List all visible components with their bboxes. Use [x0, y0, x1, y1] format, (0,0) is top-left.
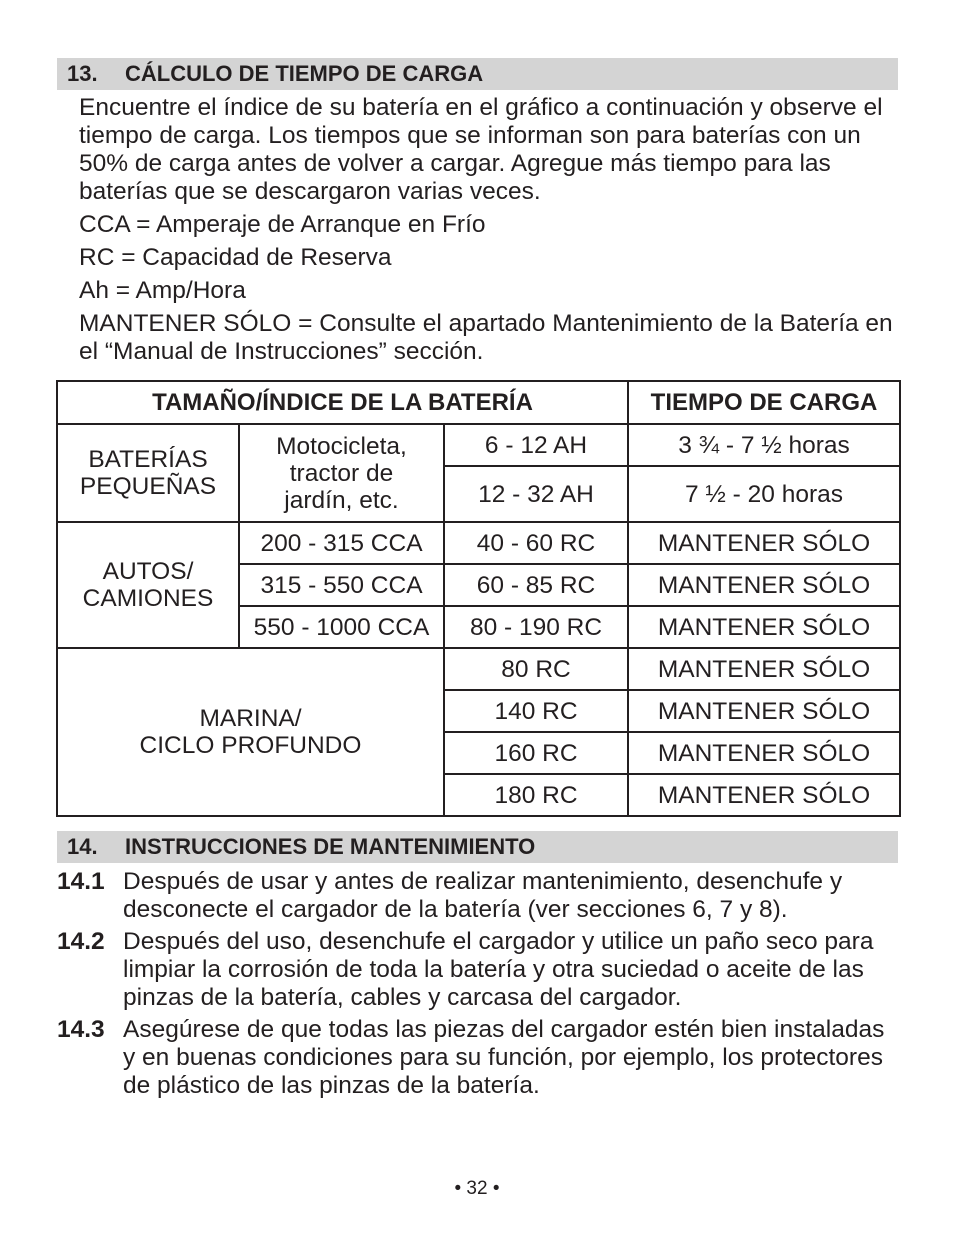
item-text: Después de usar y antes de realizar mantenimiento, desenchufe y desconecte el cargador de la batería (ver secciones 6, 7 y 8). [123, 868, 843, 923]
charging-time-table [56, 380, 901, 817]
rc-cell: 80 RC [444, 648, 628, 690]
item-number: 14.3 [57, 1016, 105, 1043]
header-battery-size: TAMAÑO/ÍNDICE DE LA BATERÍA [57, 381, 628, 424]
rc-cell: 160 RC [444, 732, 628, 774]
rc-cell: 60 - 85 RC [444, 564, 628, 606]
definition-ah: Ah = Amp/Hora [79, 277, 246, 304]
section-13-header [57, 58, 898, 90]
list-item [57, 928, 902, 1012]
small-type-line3: jardín, etc. [284, 486, 399, 514]
rating-cell: 6 - 12 AH [444, 424, 628, 466]
small-batteries-type [239, 424, 444, 522]
cca-cell: 550 - 1000 CCA [239, 606, 444, 648]
small-type-line1: Motocicleta, [276, 432, 407, 460]
section-14-header [57, 831, 898, 863]
charge-time-cell: MANTENER SÓLO [628, 648, 900, 690]
section-title: CÁLCULO DE TIEMPO DE CARGA [125, 61, 484, 86]
section-number: 13. [67, 61, 98, 86]
marine-label [57, 648, 444, 816]
small-label-line1: BATERÍAS [88, 446, 208, 473]
table-row [57, 424, 900, 466]
maintenance-list [57, 868, 902, 1104]
marine-label-line1: MARINA/ [199, 705, 302, 732]
item-text: Después del uso, desenchufe el cargador y utilice un paño seco para limpiar la corrosión de toda la batería y otra suciedad o aceite de las pinzas de la batería, cables y carcasa del cargador. [123, 928, 874, 1011]
definition-rc: RC = Capacidad de Reserva [79, 244, 392, 271]
charge-time-cell: MANTENER SÓLO [628, 774, 900, 816]
list-item [57, 1016, 902, 1100]
marine-label-line2: CICLO PROFUNDO [139, 732, 362, 759]
item-text: Asegúrese de que todas las piezas del cargador estén bien instaladas y en buenas condiciones para su función, por ejemplo, los protectores de plástico de las pinzas de la batería. [123, 1016, 885, 1099]
rc-cell: 180 RC [444, 774, 628, 816]
definition-cca: CCA = Amperaje de Arranque en Frío [79, 211, 486, 238]
rc-cell: 80 - 190 RC [444, 606, 628, 648]
charge-time-cell: MANTENER SÓLO [628, 564, 900, 606]
rc-cell: 140 RC [444, 690, 628, 732]
item-number: 14.2 [57, 928, 105, 955]
rating-cell: 12 - 32 AH [444, 466, 628, 522]
item-number: 14.1 [57, 868, 105, 895]
charge-time-cell: MANTENER SÓLO [628, 732, 900, 774]
autos-label [57, 522, 239, 648]
section-13-body [79, 94, 899, 371]
definition-mantener: MANTENER SÓLO = Consulte el apartado Mantenimiento de la Batería en el “Manual de Instrucciones” sección. [79, 310, 893, 365]
autos-label-line1: AUTOS/ [102, 558, 194, 585]
section-title: INSTRUCCIONES DE MANTENIMIENTO [125, 834, 536, 859]
table-row [57, 648, 900, 690]
intro-paragraph: Encuentre el índice de su batería en el gráfico a continuación y observe el tiempo de carga. Los tiempos que se informan son para baterías con un 50% de carga antes de volver a cargar. Agregue más tiempo para las baterías que se descargaron varias veces. [79, 94, 883, 205]
charge-time-cell: MANTENER SÓLO [628, 690, 900, 732]
table-row [57, 522, 900, 564]
rc-cell: 40 - 60 RC [444, 522, 628, 564]
charge-time-cell: 3 ¾ - 7 ½ horas [628, 424, 900, 466]
cca-cell: 200 - 315 CCA [239, 522, 444, 564]
small-label-line2: PEQUEÑAS [79, 473, 217, 500]
table-header-row [57, 381, 900, 424]
autos-label-line2: CAMIONES [82, 585, 214, 612]
charge-time-cell: MANTENER SÓLO [628, 522, 900, 564]
charge-time-cell: MANTENER SÓLO [628, 606, 900, 648]
list-item [57, 868, 902, 924]
header-charge-time: TIEMPO DE CARGA [628, 381, 900, 424]
section-number: 14. [67, 834, 98, 859]
charge-time-cell: 7 ½ - 20 horas [628, 466, 900, 522]
cca-cell: 315 - 550 CCA [239, 564, 444, 606]
small-batteries-label [57, 424, 239, 522]
small-type-line2: tractor de [289, 459, 394, 487]
page-number: • 32 • [454, 1178, 500, 1199]
